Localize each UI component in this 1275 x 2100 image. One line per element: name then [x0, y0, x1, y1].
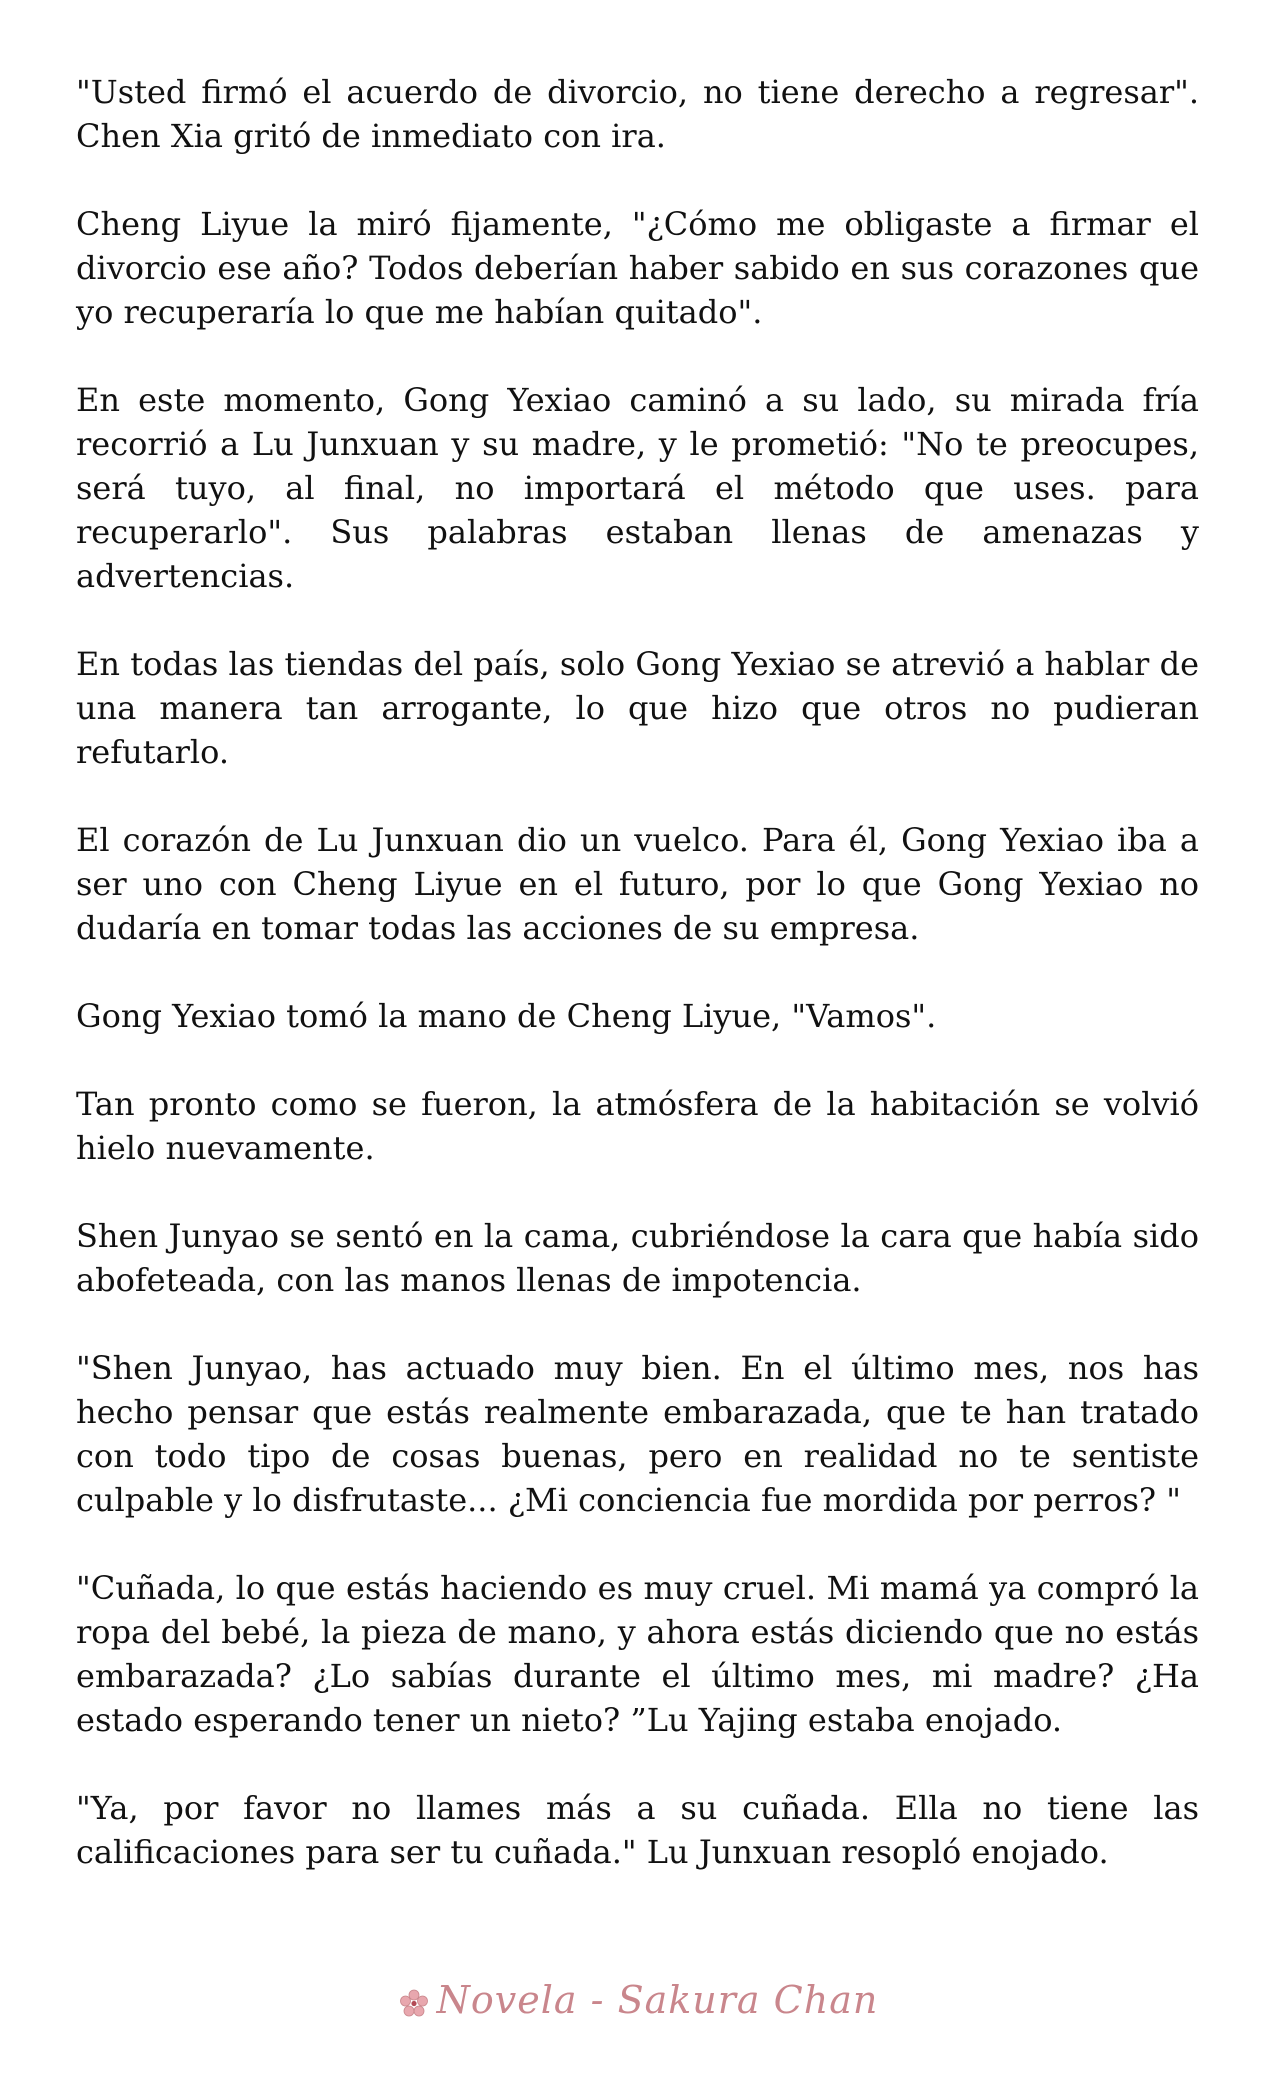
paragraph-10: "Cuñada, lo que estás haciendo es muy cruel. Mi mamá ya compró la ropa del bebé, la pieza de mano, y ahora estás diciendo que no estás embarazada? ¿Lo sabías durante el último mes, mi madre? ¿Ha estado esperando tener un nieto? ”Lu Yajing estaba enojado. [76, 1569, 1199, 1739]
document-body [76, 70, 1199, 1874]
paragraph-6: Gong Yexiao tomó la mano de Cheng Liyue, "Vamos". [76, 997, 937, 1035]
paragraph-8: Shen Junyao se sentó en la cama, cubriéndose la cara que había sido abofeteada, con las manos llenas de impotencia. [76, 1217, 1199, 1299]
paragraph-5: El corazón de Lu Junxuan dio un vuelco. Para él, Gong Yexiao iba a ser uno con Cheng Liyue en el futuro, por lo que Gong Yexiao no dudaría en tomar todas las acciones de su empresa. [76, 821, 1199, 947]
sakura-blossom-icon [397, 1987, 431, 2021]
watermark-text: Novela - Sakura Chan [436, 1978, 879, 2022]
paragraph-7: Tan pronto como se fueron, la atmósfera de la habitación se volvió hielo nuevamente. [76, 1085, 1199, 1167]
paragraph-2: Cheng Liyue la miró fijamente, "¿Cómo me obligaste a firmar el divorcio ese año? Todos deberían haber sabido en sus corazones que yo recuperaría lo que me habían quitado". [76, 205, 1199, 331]
paragraph-4: En todas las tiendas del país, solo Gong Yexiao se atrevió a hablar de una manera tan arrogante, lo que hizo que otros no pudieran refutarlo. [76, 645, 1199, 771]
watermark [0, 1978, 1275, 2022]
paragraph-9: "Shen Junyao, has actuado muy bien. En el último mes, nos has hecho pensar que estás realmente embarazada, que te han tratado con todo tipo de cosas buenas, pero en realidad no te sentiste culpable y lo disfrutaste... ¿Mi conciencia fue mordida por perros? " [76, 1349, 1199, 1519]
paragraph-3: En este momento, Gong Yexiao caminó a su lado, su mirada fría recorrió a Lu Junxuan y su madre, y le prometió: "No te preocupes, será tuyo, al final, no importará el método que uses. para recuperarlo". Sus palabras estaban llenas de amenazas y advertencias. [76, 381, 1199, 595]
paragraph-11: "Ya, por favor no llames más a su cuñada. Ella no tiene las calificaciones para ser tu cuñada." Lu Junxuan resopló enojado. [76, 1789, 1199, 1871]
paragraph-1: "Usted firmó el acuerdo de divorcio, no tiene derecho a regresar". Chen Xia gritó de inmediato con ira. [76, 73, 1199, 155]
